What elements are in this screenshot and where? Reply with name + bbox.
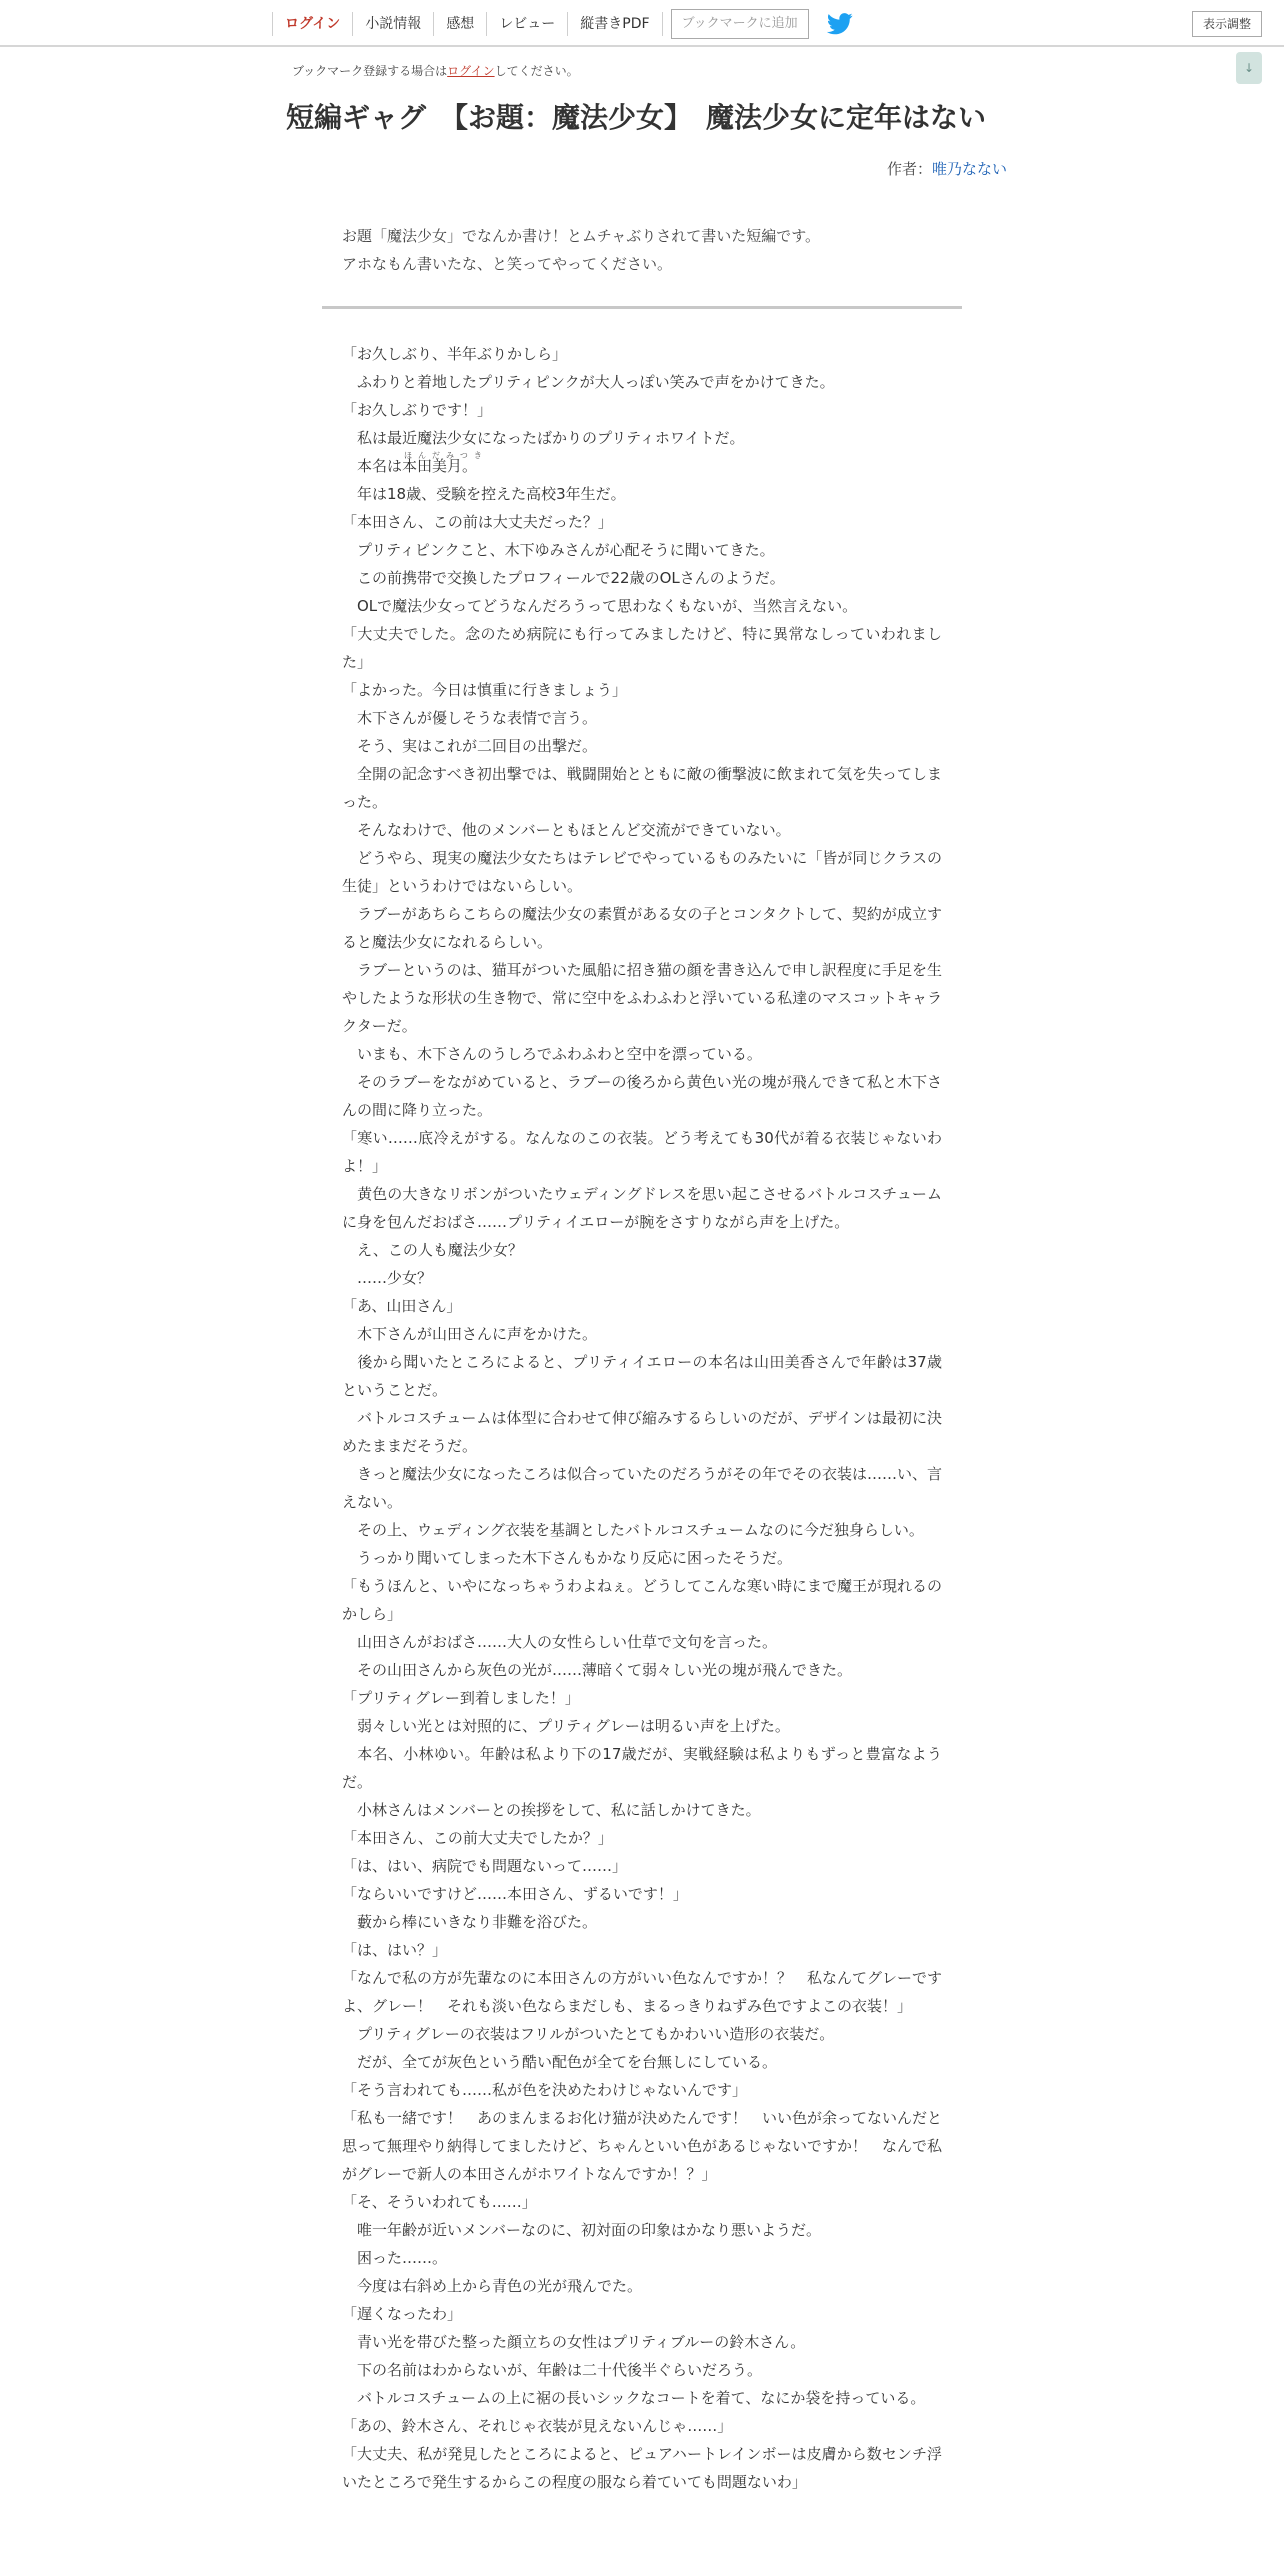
- body-paragraph: 木下さんが山田さんに声をかけた。: [342, 1325, 598, 1343]
- body-paragraph: そんなわけで、他のメンバーともほとんど交流ができていない。: [342, 821, 791, 839]
- author-line: [887, 158, 1007, 179]
- body-paragraph: 「お久しぶりです！」: [342, 401, 493, 419]
- body-paragraph: その上、ウェディング衣装を基調としたバトルコスチュームなのに今だ独身らしい。: [342, 1521, 924, 1539]
- body-paragraph: 「あの、鈴木さん、それじゃ衣装が見えないんじゃ……」: [342, 2417, 733, 2435]
- nav-vertical-pdf[interactable]: 縦書きPDF: [567, 12, 662, 36]
- notice-text-before: ブックマーク登録する場合は: [292, 64, 448, 78]
- body-paragraph: そう、実はこれが二回目の出撃だ。: [342, 737, 598, 755]
- main-nav: [272, 0, 853, 47]
- body-paragraph: だが、全てが灰色という酷い配色が全てを台無しにしている。: [342, 2053, 778, 2071]
- body-paragraph: プリティピンクこと、木下ゆみさんが心配そうに聞いてきた。: [342, 541, 775, 559]
- notice-login-link[interactable]: ログイン: [447, 64, 495, 78]
- body-paragraph: その山田さんから灰色の光が……薄暗くて弱々しい光の塊が飛んできた。: [342, 1661, 853, 1679]
- body-paragraph: 藪から棒にいきなり非難を浴びた。: [342, 1913, 598, 1931]
- body-paragraph: 「本田さん、この前は大丈夫だった？」: [342, 513, 613, 531]
- body-paragraph: 「お久しぶり、半年ぶりかしら」: [342, 345, 568, 363]
- body-paragraph: 青い光を帯びた整った顔立ちの女性はプリティブルーの鈴木さん。: [342, 2333, 806, 2351]
- body-paragraph: 年は18歳、受験を控えた高校3年生だ。: [342, 485, 626, 503]
- body-paragraph: 私は最近魔法少女になったばかりのプリティホワイトだ。: [342, 429, 745, 447]
- body-paragraph: 「私も一緒です！ あのまんまるお化け猫が決めたんです！ いい色が余ってないんだと思って無理やり納得してましたけど、ちゃんといい色があるじゃないですか！ なんで私がグレーで新人の本田さんがホワイトなんですか！？」: [342, 2109, 943, 2183]
- body-paragraph: 困った……。: [342, 2249, 448, 2267]
- notice-text-after: してください。: [494, 64, 579, 78]
- body-paragraph: 黄色の大きなリボンがついたウェディングドレスを思い起こさせるバトルコスチュームに身を包んだおばさ……プリティイエローが腕をさすりながら声を上げた。: [342, 1185, 942, 1231]
- body-paragraph: 「プリティグレー到着しました！」: [342, 1689, 580, 1707]
- body-paragraph: 後から聞いたところによると、プリティイエローの本名は山田美香さんで年齢は37歳ということだ。: [342, 1353, 942, 1399]
- body-paragraph: そのラブーをながめていると、ラブーの後ろから黄色い光の塊が飛んできて私と木下さんの間に降り立った。: [342, 1073, 942, 1119]
- novel-body: [342, 340, 942, 2496]
- body-paragraph: きっと魔法少女になったころは似合っていたのだろうがその年でその衣装は……い、言えない。: [342, 1465, 943, 1511]
- scroll-down-arrow-icon[interactable]: ↓: [1236, 52, 1262, 84]
- body-paragraph: ふわりと着地したプリティピンクが大人っぽい笑みで声をかけてきた。: [342, 373, 835, 391]
- body-paragraph: ……少女？: [342, 1269, 433, 1287]
- body-paragraph: 山田さんがおばさ……大人の女性らしい仕草で文句を言った。: [342, 1633, 778, 1651]
- furigana-ruby: ほんだみつき: [404, 451, 488, 460]
- preface-line: お題「魔法少女」でなんか書け！とムチャぶりされて書いた短編です。: [342, 227, 821, 245]
- body-paragraph: うっかり聞いてしまった木下さんもかなり反応に困ったそうだ。: [342, 1549, 793, 1567]
- author-name-link[interactable]: 唯乃なない: [931, 160, 1007, 178]
- body-paragraph: 「よかった。今日は慎重に行きましょう」: [342, 681, 628, 699]
- body-paragraph: ラブーというのは、猫耳がついた風船に招き猫の顔を書き込んで申し訳程度に手足を生やしたような形状の生き物で、常に空中をふわふわと浮いている私達のマスコットキャラクターだ。: [342, 961, 942, 1035]
- section-divider: [322, 306, 962, 309]
- body-paragraph: 小林さんはメンバーとの挨拶をして、私に話しかけてきた。: [342, 1801, 761, 1819]
- preface: [342, 222, 942, 278]
- body-paragraph: いまも、木下さんのうしろでふわふわと空中を漂っている。: [342, 1045, 762, 1063]
- body-paragraph: 「遅くなったわ」: [342, 2305, 463, 2323]
- body-paragraph: バトルコスチュームは体型に合わせて伸び縮みするらしいのだが、デザインは最初に決めたままだそうだ。: [342, 1409, 942, 1455]
- body-paragraph: 本名は本田美月。: [342, 457, 478, 475]
- body-paragraph: 全開の記念すべき初出撃では、戦闘開始とともに敵の衝撃波に飲まれて気を失ってしまった。: [342, 765, 942, 811]
- nav-impressions[interactable]: 感想: [433, 12, 486, 36]
- body-paragraph: 今度は右斜め上から青色の光が飛んでた。: [342, 2277, 643, 2295]
- body-paragraph: 「もうほんと、いやになっちゃうわよねぇ。どうしてこんな寒い時にまで魔王が現れるのかしら」: [342, 1577, 943, 1623]
- body-paragraph: 「そ、そういわれても……」: [342, 2193, 537, 2211]
- nav-review[interactable]: レビュー: [486, 12, 567, 36]
- body-paragraph: 唯一年齢が近いメンバーなのに、初対面の印象はかなり悪いようだ。: [342, 2221, 821, 2239]
- body-paragraph: 「は、はい？」: [342, 1941, 448, 1959]
- body-paragraph: 「大丈夫、私が発見したところによると、ピュアハートレインボーは皮膚から数センチ浮いたところで発生するからこの程度の服なら着ていても問題ないわ」: [342, 2445, 942, 2491]
- body-paragraph: 「本田さん、この前大丈夫でしたか？」: [342, 1829, 613, 1847]
- author-label: 作者：: [886, 160, 932, 178]
- body-paragraph: 「寒い……底冷えがする。なんなのこの衣装。どう考えても30代が着る衣装じゃないわよ！」: [342, 1129, 942, 1175]
- preface-line: アホなもん書いたな、と笑ってやってください。: [342, 255, 673, 273]
- body-paragraph: 「ならいいですけど……本田さん、ずるいです！」: [342, 1885, 688, 1903]
- body-paragraph: バトルコスチュームの上に裾の長いシックなコートを着て、なにか袋を持っている。: [342, 2389, 926, 2407]
- bookmark-login-notice: [292, 62, 579, 79]
- body-paragraph: プリティグレーの衣装はフリルがついたとてもかわいい造形の衣装だ。: [342, 2025, 835, 2043]
- body-paragraph: どうやら、現実の魔法少女たちはテレビでやっているものみたいに「皆が同じクラスの生徒」というわけではないらしい。: [342, 849, 942, 895]
- display-settings-button[interactable]: 表示調整: [1192, 11, 1262, 37]
- add-bookmark-button[interactable]: ブックマークに追加: [671, 9, 809, 39]
- body-paragraph: ラブーがあちらこちらの魔法少女の素質がある女の子とコンタクトして、契約が成立すると魔法少女になれるらしい。: [342, 905, 942, 951]
- body-paragraph: 本名、小林ゆい。年齢は私より下の17歳だが、実戦経験は私よりもずっと豊富なようだ。: [342, 1745, 942, 1791]
- body-paragraph: 「は、はい、病院でも問題ないって……」: [342, 1857, 628, 1875]
- body-paragraph: 木下さんが優しそうな表情で言う。: [342, 709, 598, 727]
- page-title: 短編ギャグ 【お題：魔法少女】 魔法少女に定年はない: [286, 101, 987, 134]
- nav-login[interactable]: ログイン: [272, 12, 352, 36]
- body-paragraph: え、この人も魔法少女？: [342, 1241, 523, 1259]
- body-paragraph: 弱々しい光とは対照的に、プリティグレーは明るい声を上げた。: [342, 1717, 790, 1735]
- twitter-bird-icon[interactable]: [827, 13, 853, 35]
- body-paragraph: 「大丈夫でした。念のため病院にも行ってみましたけど、特に異常なしっていわれました」: [342, 625, 942, 671]
- body-paragraph: 「なんで私の方が先輩なのに本田さんの方がいい色なんですか！？ 私なんてグレーですよ、グレー！ それも淡い色ならまだしも、まるっきりねずみ色ですよこの衣装！」: [342, 1969, 943, 2015]
- body-paragraph: この前携帯で交換したプロフィールで22歳のOLさんのようだ。: [342, 569, 785, 587]
- top-navigation-bar: [0, 0, 1284, 47]
- nav-novel-info[interactable]: 小説情報: [352, 12, 433, 36]
- body-paragraph: OLで魔法少女ってどうなんだろうって思わなくもないが、当然言えない。: [342, 597, 858, 615]
- body-paragraph: 下の名前はわからないが、年齢は二十代後半ぐらいだろう。: [342, 2361, 763, 2379]
- body-paragraph: 「そう言われても……私が色を決めたわけじゃないんです」: [342, 2081, 748, 2099]
- body-paragraph: 「あ、山田さん」: [342, 1297, 462, 1315]
